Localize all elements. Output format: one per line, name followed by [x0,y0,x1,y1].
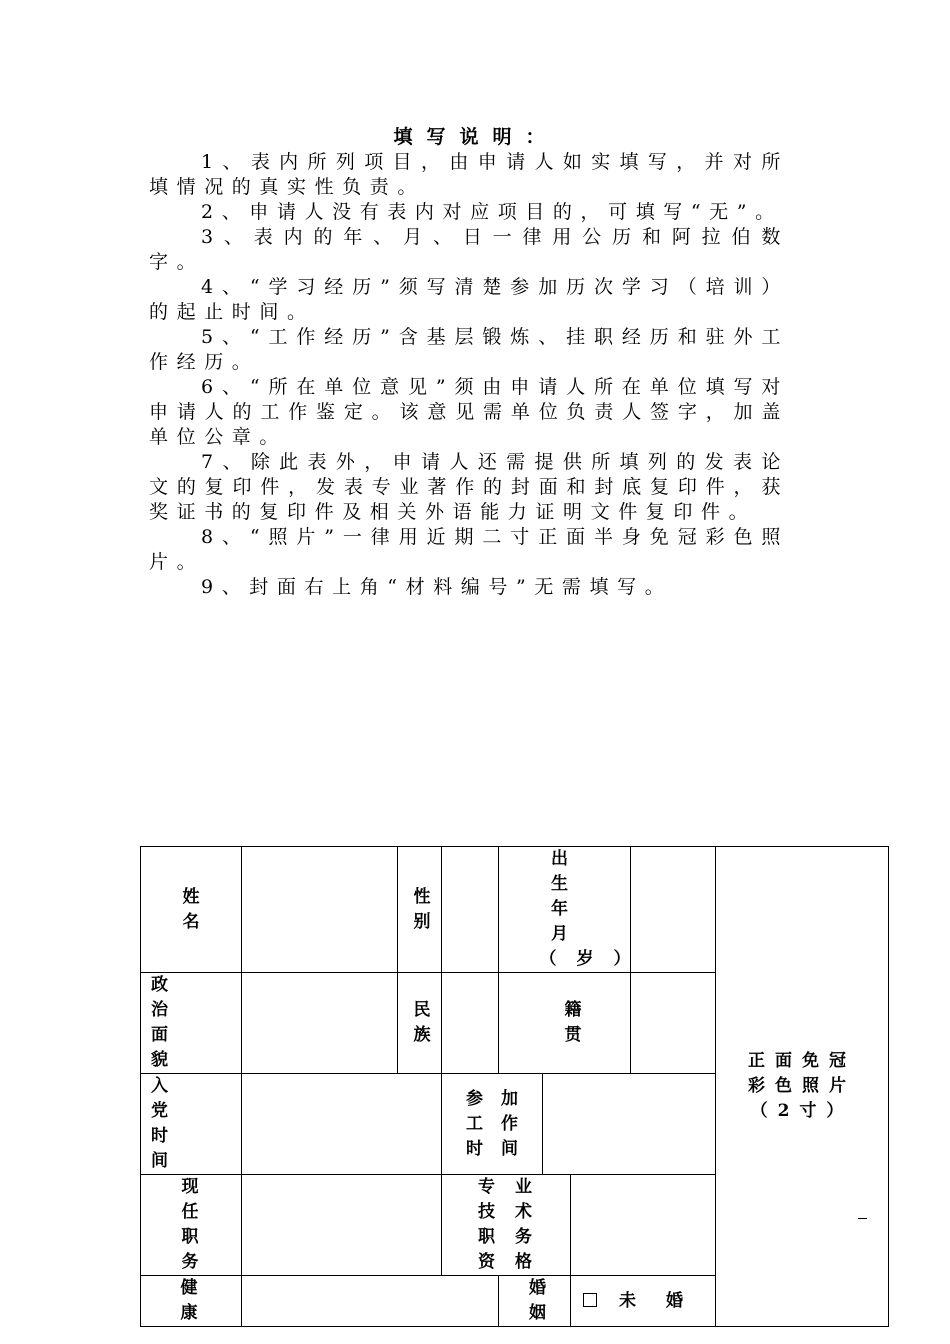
politics-field[interactable] [242,973,398,1074]
marriage-label-cell [499,1276,571,1327]
instruction-item: 4、“学习经历”须写清楚参加历次学习（培训）的起止时间。 [149,276,789,323]
party-join-label: 入党时间 [151,1076,208,1171]
name-field[interactable] [242,847,398,973]
birth-label: 出生年月（岁） [539,849,651,969]
instruction-item: 6、“所在单位意见”须由申请人所在单位填写对申请人的工作鉴定。该意见需单位负责人签字，加盖单位公章。 [149,376,789,448]
health-label: 健康 [180,1278,218,1323]
instruction-item: 9、封面右上角“材料编号”无需填写。 [201,576,673,598]
native-place-field[interactable] [631,973,716,1074]
native-place-label-cell [499,973,631,1074]
work-start-label-cell [442,1074,543,1175]
title-label: 专业技术职务资格 [478,1177,552,1272]
instruction-item: 7、除此表外，申请人还需提供所填列的发表论文的复印件，发表专业著作的封面和封底复印件，获奖证书的复印件及相关外语能力证明文件复印件。 [149,451,789,523]
marriage-option-cell[interactable] [571,1276,716,1327]
politics-label-cell [141,973,242,1074]
ethnicity-label: 民族 [413,1000,451,1045]
photo-cell [716,847,889,1327]
photo-placeholder-text: 正面免冠彩色照片（2寸） [748,1051,856,1121]
party-join-label-cell [141,1074,242,1175]
instruction-item: 2、申请人没有表内对应项目的，可填写“无”。 [201,201,783,223]
unmarried-checkbox[interactable] [583,1293,597,1307]
instruction-item: 5、“工作经历”含基层锻炼、挂职经历和驻外工作经历。 [149,326,789,373]
ethnicity-field[interactable] [442,973,499,1074]
work-start-field[interactable] [543,1074,716,1175]
ethnicity-label-cell [398,973,451,1074]
unmarried-option-label: 未婚 [619,1290,713,1311]
instructions-title: 填写说明： [393,126,559,148]
current-post-field[interactable] [242,1175,442,1276]
health-field[interactable] [242,1276,499,1327]
gender-label: 性别 [413,886,451,932]
gender-label-cell [398,847,451,973]
title-label-cell [442,1175,571,1276]
birth-label-cell [499,847,651,973]
current-post-label-cell [141,1175,242,1276]
health-label-cell [141,1276,242,1327]
gender-field[interactable] [442,847,499,973]
instruction-item: 8、“照片”一律用近期二寸正面半身免冠彩色照片。 [149,526,789,573]
instruction-item: 1、表内所列项目，由申请人如实填写，并对所填情况的真实性负责。 [149,151,789,198]
work-start-label: 参加工作时间 [466,1088,536,1159]
party-join-field[interactable] [242,1074,442,1175]
instruction-item: 3、表内的年、月、日一律用公历和阿拉伯数字。 [149,226,789,273]
instructions-section [149,124,789,600]
table-edge-line [858,1218,867,1219]
native-place-label: 籍贯 [564,1000,602,1045]
application-form-table [140,846,889,1327]
title-field[interactable] [571,1175,716,1276]
current-post-label: 现任职务 [181,1177,219,1272]
marriage-label: 婚姻 [529,1278,572,1323]
name-label: 姓名 [182,886,220,932]
name-label-cell [141,847,242,973]
politics-label: 政治面貌 [151,975,202,1070]
